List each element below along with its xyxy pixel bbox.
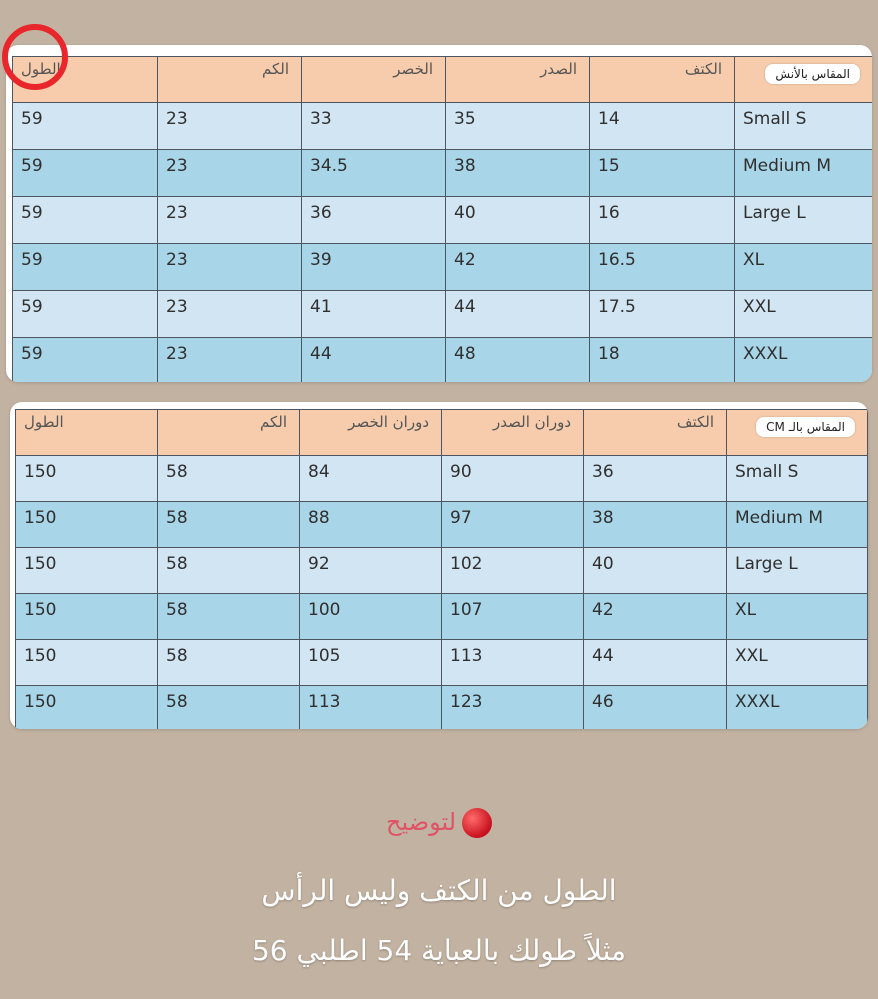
cell-shoulder: 44 [584,640,727,686]
cell-chest: 102 [442,548,584,594]
cell-chest: 123 [442,686,584,730]
cell-shoulder: 46 [584,686,727,730]
cell-sleeve: 58 [158,502,300,548]
header-shoulder: الكتف [584,410,727,456]
inch-size-card [6,45,872,382]
header-length: الطول [13,57,158,103]
cell-length: 150 [16,548,158,594]
cell-sleeve: 58 [158,640,300,686]
cell-length: 150 [16,686,158,730]
cell-waist: 36 [302,197,446,244]
cell-chest: 113 [442,640,584,686]
header-sleeve: الكم [158,410,300,456]
cell-waist: 113 [300,686,442,730]
cell-sleeve: 23 [158,103,302,150]
header-length: الطول [16,410,158,456]
cm-size-table [15,409,868,729]
cell-shoulder: 16 [590,197,735,244]
cell-sleeve: 58 [158,594,300,640]
table-header-row [13,57,873,103]
cell-chest: 48 [446,338,590,383]
cell-sleeve: 23 [158,291,302,338]
cell-chest: 40 [446,197,590,244]
cell-size: Small S [735,103,873,150]
cell-shoulder: 15 [590,150,735,197]
header-sleeve: الكم [158,57,302,103]
cell-chest: 90 [442,456,584,502]
table-row [13,103,873,150]
cell-length: 59 [13,291,158,338]
cell-size: Medium M [735,150,873,197]
cell-size: XL [727,594,868,640]
cell-sleeve: 23 [158,338,302,383]
cell-waist: 44 [302,338,446,383]
cell-shoulder: 36 [584,456,727,502]
cell-length: 59 [13,197,158,244]
unit-label: المقاس بالـ CM [756,417,855,437]
cell-size: XXL [735,291,873,338]
cell-size: XL [735,244,873,291]
cell-size: Small S [727,456,868,502]
cell-chest: 44 [446,291,590,338]
cell-shoulder: 18 [590,338,735,383]
cell-length: 59 [13,103,158,150]
table-row [16,686,868,730]
unit-label: المقاس بالأنش [765,64,860,84]
table-row [16,548,868,594]
note-line-1: الطول من الكتف وليس الرأس [261,874,617,907]
cell-waist: 105 [300,640,442,686]
cell-shoulder: 38 [584,502,727,548]
inch-size-table [12,56,872,382]
highlight-circle [2,24,68,90]
cell-length: 59 [13,338,158,383]
header-chest: الصدر [446,57,590,103]
note-title [0,808,878,838]
header-chest: دوران الصدر [442,410,584,456]
cell-chest: 38 [446,150,590,197]
header-waist: دوران الخصر [300,410,442,456]
cell-chest: 42 [446,244,590,291]
cell-length: 59 [13,244,158,291]
cell-size: XXXL [727,686,868,730]
cell-length: 150 [16,456,158,502]
table-row [13,338,873,383]
cell-sleeve: 58 [158,686,300,730]
header-waist: الخصر [302,57,446,103]
cell-length: 150 [16,594,158,640]
table-row [16,594,868,640]
cell-shoulder: 14 [590,103,735,150]
note-line-2: مثلاً طولك بالعباية 54 اطلبي 56 [251,934,627,967]
cell-chest: 97 [442,502,584,548]
table-header-row [16,410,868,456]
cell-waist: 34.5 [302,150,446,197]
cell-waist: 33 [302,103,446,150]
table-row [16,502,868,548]
cell-length: 150 [16,640,158,686]
note-title-text: لتوضيح [385,808,457,836]
cell-length: 59 [13,150,158,197]
cell-size: XXL [727,640,868,686]
cell-waist: 88 [300,502,442,548]
cell-sleeve: 58 [158,548,300,594]
cell-length: 150 [16,502,158,548]
cell-shoulder: 17.5 [590,291,735,338]
table-row [13,150,873,197]
cell-waist: 92 [300,548,442,594]
table-row [13,197,873,244]
table-row [13,244,873,291]
cell-sleeve: 58 [158,456,300,502]
cell-chest: 35 [446,103,590,150]
header-unit [735,57,873,103]
cell-sleeve: 23 [158,244,302,291]
table-row [16,456,868,502]
red-dot-icon [462,808,492,838]
cell-waist: 100 [300,594,442,640]
cell-size: Medium M [727,502,868,548]
cm-size-card [10,402,868,729]
cell-waist: 41 [302,291,446,338]
cell-shoulder: 16.5 [590,244,735,291]
cell-chest: 107 [442,594,584,640]
header-shoulder: الكتف [590,57,735,103]
cell-shoulder: 42 [584,594,727,640]
table-row [16,640,868,686]
cell-size: XXXL [735,338,873,383]
header-unit [727,410,868,456]
cell-sleeve: 23 [158,197,302,244]
cell-size: Large L [727,548,868,594]
table-row [13,291,873,338]
cell-size: Large L [735,197,873,244]
cell-waist: 84 [300,456,442,502]
cell-sleeve: 23 [158,150,302,197]
cell-shoulder: 40 [584,548,727,594]
cell-waist: 39 [302,244,446,291]
